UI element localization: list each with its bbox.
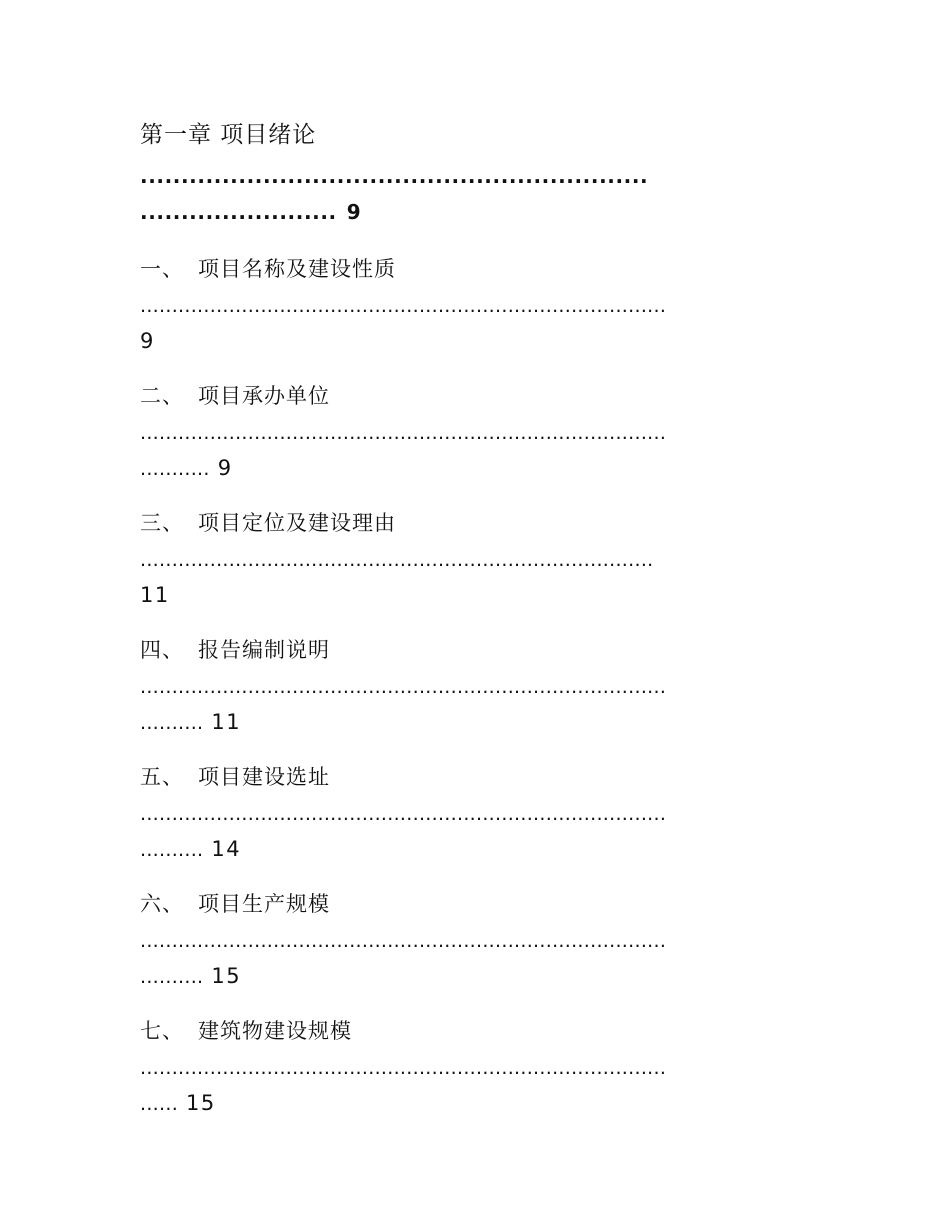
toc-section-number: 三、 <box>140 511 184 535</box>
toc-section-number: 七、 <box>140 1019 184 1043</box>
toc-section-5[interactable] <box>140 767 330 788</box>
toc-section-leader-2: ........... <box>140 458 210 480</box>
toc-chapter-leader-1: .............................................................. <box>140 164 649 188</box>
toc-section-leader-2: .......... <box>140 966 204 988</box>
toc-section-line2 <box>140 458 233 479</box>
toc-section-title: 项目承办单位 <box>198 384 330 408</box>
toc-section-leader: ................................................................................... <box>140 803 667 825</box>
toc-section-page[interactable]: 14 <box>211 837 242 861</box>
toc-section-line2 <box>140 331 155 352</box>
toc-section-page[interactable]: 15 <box>211 964 242 988</box>
toc-section-title: 项目名称及建设性质 <box>198 257 396 281</box>
toc-section-3[interactable] <box>140 513 396 534</box>
toc-section-page[interactable]: 11 <box>140 583 170 607</box>
toc-section-title: 项目生产规模 <box>198 892 330 916</box>
toc-section-leader: ................................................................................... <box>140 422 667 444</box>
toc-section-line2 <box>140 712 241 733</box>
toc-section-1[interactable] <box>140 259 396 280</box>
toc-section-page[interactable]: 9 <box>140 329 155 353</box>
toc-section-page[interactable]: 15 <box>186 1091 216 1115</box>
toc-section-number: 六、 <box>140 892 184 916</box>
toc-section-title: 建筑物建设规模 <box>198 1019 352 1043</box>
toc-section-leader-2: .......... <box>140 712 204 734</box>
toc-section-4[interactable] <box>140 640 330 661</box>
toc-section-title: 项目建设选址 <box>198 765 330 789</box>
toc-section-leader-2: ...... <box>140 1093 179 1115</box>
toc-section-title: 项目定位及建设理由 <box>198 511 396 535</box>
toc-section-title: 报告编制说明 <box>198 638 330 662</box>
toc-section-line2 <box>140 966 241 987</box>
toc-section-number: 五、 <box>140 765 184 789</box>
toc-section-2[interactable] <box>140 386 330 407</box>
toc-section-line2 <box>140 585 170 606</box>
toc-section-leader-2: .......... <box>140 839 204 861</box>
toc-chapter-title[interactable]: 第一章 项目绪论 <box>140 122 317 148</box>
toc-section-page[interactable]: 9 <box>217 456 233 480</box>
toc-section-number: 一、 <box>140 257 184 281</box>
toc-section-line2 <box>140 839 241 860</box>
toc-section-leader: ................................................................................. <box>140 549 654 571</box>
toc-section-leader: ................................................................................... <box>140 1057 667 1079</box>
toc-chapter-page[interactable]: 9 <box>346 200 361 224</box>
toc-section-leader: ................................................................................... <box>140 676 667 698</box>
toc-section-number: 二、 <box>140 384 184 408</box>
toc-chapter-line2 <box>140 202 361 222</box>
toc-section-leader: ................................................................................... <box>140 295 667 317</box>
toc-section-6[interactable] <box>140 894 330 915</box>
toc-section-line2 <box>140 1093 216 1114</box>
toc-page <box>140 0 810 1230</box>
toc-section-page[interactable]: 11 <box>211 710 242 734</box>
toc-chapter-leader-2: ........................ <box>140 200 337 224</box>
toc-section-7[interactable] <box>140 1021 352 1042</box>
toc-section-number: 四、 <box>140 638 184 662</box>
toc-section-leader: ................................................................................... <box>140 930 667 952</box>
